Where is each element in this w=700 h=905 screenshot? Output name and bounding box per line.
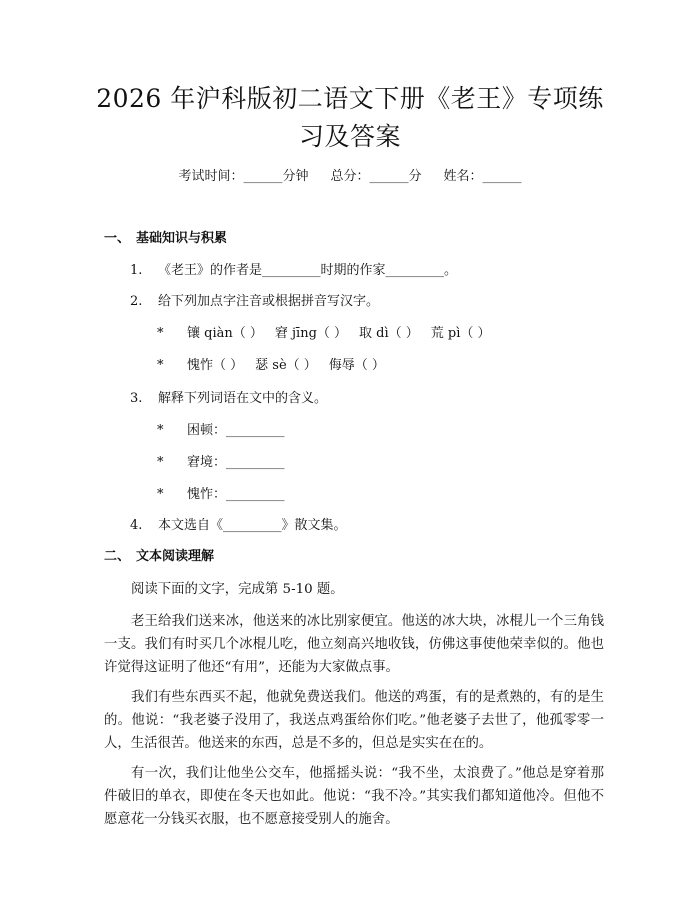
question-number: 1. bbox=[130, 263, 143, 278]
pinyin-item: 取 dì（ ） bbox=[359, 326, 419, 341]
title-line-1: 2026 年沪科版初二语文下册《老王》专项练 bbox=[96, 84, 604, 113]
question-number: 3. bbox=[130, 391, 143, 406]
bullet-marker: * bbox=[157, 358, 164, 373]
question-1 bbox=[130, 262, 457, 280]
question-2 bbox=[130, 293, 379, 311]
passage-paragraph-2: 我们有些东西买不起，他就免费送我们。他送的鸡蛋，有的是煮熟的，有的是生的。他说：“我老婆子没用了，我送点鸡蛋给你们吃。”他老婆子去世了，他孤零零一人，生活很苦。他送来的东西，总是不多的，但总是实实在在的。 bbox=[104, 690, 604, 751]
pinyin-item: 愧怍（ ） bbox=[187, 358, 244, 373]
pinyin-item: 瑟 sè（ ） bbox=[255, 358, 317, 373]
pinyin-item: 荒 pì（ ） bbox=[430, 326, 491, 341]
exam-time-field: 考试时间：______分钟 bbox=[178, 169, 309, 184]
pinyin-item: 镶 qiàn（ ） bbox=[187, 326, 263, 341]
passage-paragraph-1: 老王给我们送来冰，他送来的冰比别家便宜。他送的冰大块，冰棍儿一个三角钱一支。我们有时买几个冰棍儿吃，他立刻高兴地收钱，仿佛这事使他荣幸似的。他也许觉得这证明了他还“有用”，还能为大家做点事。 bbox=[104, 614, 604, 675]
definition-item-3 bbox=[157, 486, 285, 504]
definition-item-1 bbox=[157, 422, 285, 440]
section-heading-2 bbox=[104, 548, 214, 566]
reading-intro: 阅读下面的文字，完成第 5-10 题。 bbox=[131, 582, 344, 597]
bullet-marker: * bbox=[157, 455, 164, 470]
question-number: 2. bbox=[130, 294, 143, 309]
section-title: 文本阅读理解 bbox=[136, 549, 215, 564]
question-text: 本文选自《_________》散文集。 bbox=[158, 518, 347, 533]
section-number: 一、 bbox=[104, 231, 131, 246]
pinyin-item: 侮辱（ ） bbox=[328, 358, 385, 373]
exam-meta bbox=[0, 168, 700, 186]
question-3 bbox=[130, 390, 327, 408]
pinyin-row-2 bbox=[157, 357, 397, 375]
passage-paragraph-3: 有一次，我们让他坐公交车，他摇摇头说：“我不坐，太浪费了。”他总是穿着那件破旧的单衣，即使在冬天也如此。他说：“我不冷。”其实我们都知道他冷。但他不愿意花一分钱买衣服，也不愿意接受别人的施舍。 bbox=[104, 766, 604, 827]
question-text: 解释下列词语在文中的含义。 bbox=[158, 391, 328, 406]
bullet-marker: * bbox=[157, 487, 164, 502]
document-title bbox=[80, 80, 620, 156]
definition-text: 窘境：_________ bbox=[187, 455, 285, 470]
question-4 bbox=[130, 517, 347, 535]
title-line-2: 习及答案 bbox=[298, 122, 401, 151]
question-number: 4. bbox=[130, 518, 143, 533]
section-number: 二、 bbox=[104, 549, 131, 564]
bullet-marker: * bbox=[157, 423, 164, 438]
question-text: 《老王》的作者是_________时期的作家_________。 bbox=[158, 263, 458, 278]
pinyin-row-1 bbox=[157, 325, 503, 343]
student-name-field: 姓名：______ bbox=[443, 169, 522, 184]
definition-item-2 bbox=[157, 454, 285, 472]
question-text: 给下列加点字注音或根据拼音写汉字。 bbox=[158, 294, 380, 309]
section-heading-1 bbox=[104, 230, 227, 248]
total-score-field: 总分：______分 bbox=[330, 169, 422, 184]
bullet-marker: * bbox=[157, 326, 164, 341]
pinyin-item: 窘 jīng（ ） bbox=[274, 326, 348, 341]
definition-text: 困顿：_________ bbox=[187, 423, 285, 438]
section-title: 基础知识与积累 bbox=[136, 231, 228, 246]
definition-text: 愧怍：_________ bbox=[187, 487, 285, 502]
